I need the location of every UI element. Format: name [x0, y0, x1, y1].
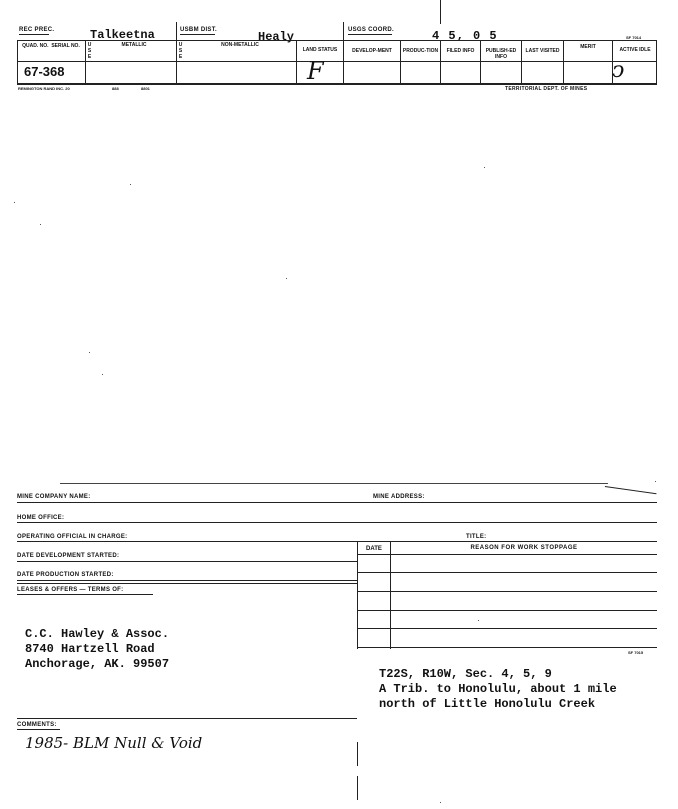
usgs-coord-underline	[348, 34, 392, 35]
usbm-dist-value: Healy	[258, 30, 295, 44]
filed-info-label: FILED INFO	[446, 48, 475, 54]
lower-tick-1	[357, 742, 358, 766]
date-development-label: DATE DEVELOPMENT STARTED:	[17, 553, 120, 559]
serial-no-label: SERIAL NO.	[51, 43, 80, 49]
merit-label: MERIT	[580, 44, 596, 50]
active-idle-value: ↄ	[612, 58, 625, 83]
land-status-label: LAND STATUS	[302, 47, 338, 53]
production-label: PRODUC-TION	[402, 48, 439, 54]
home-office-label: HOME OFFICE:	[17, 515, 65, 521]
rec-prec-label: REC PREC.	[19, 27, 55, 33]
speck	[440, 802, 441, 803]
col-div-5	[400, 40, 401, 83]
speck	[102, 374, 103, 375]
top-rule-3	[17, 83, 657, 85]
lower-mid-divider	[357, 541, 358, 649]
lessee-line-1: C.C. Hawley & Assoc.	[25, 627, 170, 641]
quad-no-label: QUAD. NO.	[22, 43, 49, 49]
quad-serial-header	[18, 43, 84, 49]
stoppage-row-5	[357, 628, 657, 629]
comments-label: COMMENTS:	[17, 722, 57, 728]
rec-prec-underline	[19, 34, 49, 35]
top-rule-2	[17, 61, 657, 62]
comments-underline	[17, 729, 60, 730]
published-info-label: PUBLISH-ED INFO	[485, 48, 517, 60]
date-production-label: DATE PRODUCTION STARTED:	[17, 572, 114, 578]
top-stray-line	[440, 0, 441, 24]
footer-code-1: 888	[112, 86, 119, 91]
leases-underline	[17, 594, 153, 595]
rule-home-office	[17, 522, 657, 523]
lessee-line-2: 8740 Hartzell Road	[25, 642, 155, 656]
uses-label-1: U S E	[87, 42, 92, 60]
col-div-4	[343, 22, 344, 83]
mine-company-label: MINE COMPANY NAME:	[17, 494, 91, 500]
active-idle-label: ACTIVE IDLE	[619, 47, 651, 53]
col-div-3	[296, 40, 297, 83]
stoppage-row-6	[357, 647, 657, 648]
land-status-value: F	[307, 57, 324, 85]
footer-code-2: 8801	[141, 86, 150, 91]
col-div-7	[480, 40, 481, 83]
last-visited-label: LAST VISITED	[525, 48, 560, 54]
speck	[130, 184, 131, 185]
top-form-number: SF 7014	[626, 35, 642, 40]
mine-address-label: MINE ADDRESS:	[373, 494, 425, 500]
col-div-6	[440, 40, 441, 83]
leases-label: LEASES & OFFERS — TERMS OF:	[17, 587, 124, 593]
location-line-3: north of Little Honolulu Creek	[379, 697, 596, 711]
quad-serial-value: 67-368	[24, 64, 65, 79]
col-div-9	[563, 40, 564, 83]
date-col-label: DATE	[366, 546, 382, 552]
date-col-divider	[390, 541, 391, 649]
location-line-1: T22S, R10W, Sec. 4, 5, 9	[379, 667, 552, 681]
stoppage-row-1	[357, 554, 657, 555]
speck	[478, 620, 479, 621]
usgs-coord-value: 4 5, 0 5	[432, 29, 498, 43]
top-rule-1	[17, 40, 657, 41]
operating-official-label: OPERATING OFFICIAL IN CHARGE:	[17, 534, 128, 540]
usgs-coord-label: USGS COORD.	[348, 27, 394, 33]
usbm-dist-label: USBM DIST.	[180, 27, 218, 33]
remington-footer: REMINGTON RAND INC. 20	[18, 86, 70, 91]
stoppage-row-4	[357, 610, 657, 611]
rule-date-prod-double	[17, 583, 357, 584]
lower-form-number: SF 7015	[628, 650, 644, 655]
non-metallic-label: NON-METALLIC	[221, 42, 259, 48]
title-label: TITLE:	[466, 534, 487, 540]
metallic-label: METALLIC	[121, 42, 147, 48]
lower-tick-2	[357, 776, 358, 800]
speck	[40, 224, 41, 225]
stoppage-row-2	[357, 572, 657, 573]
location-line-2: A Trib. to Honolulu, about 1 mile	[379, 682, 617, 696]
col-div-1	[85, 40, 86, 83]
rule-comments	[17, 718, 357, 719]
usbm-dist-underline	[180, 34, 215, 35]
stoppage-row-3	[357, 591, 657, 592]
lessee-line-3: Anchorage, AK. 99507	[25, 657, 170, 671]
col-div-8	[521, 40, 522, 83]
top-frame-right	[656, 40, 657, 83]
development-label: DEVELOP-MENT	[352, 48, 392, 54]
rule-date-dev	[17, 561, 357, 562]
lower-top-rule	[60, 483, 608, 484]
reason-col-label: REASON FOR WORK STOPPAGE	[470, 545, 578, 551]
speck	[286, 278, 287, 279]
rule-mine-company	[17, 502, 657, 503]
speck	[89, 352, 90, 353]
uses-label-2: U S E	[178, 42, 183, 60]
speck	[484, 167, 485, 168]
lower-top-curl	[604, 486, 657, 502]
rec-prec-value: Talkeetna	[90, 28, 155, 42]
comments-value: 1985- BLM Null & Void	[25, 734, 203, 752]
territorial-footer: TERRITORIAL DEPT. OF MINES	[505, 86, 588, 92]
col-div-2	[176, 22, 177, 83]
speck	[14, 202, 15, 203]
rule-operating	[17, 541, 657, 542]
rule-date-prod	[17, 580, 357, 581]
speck	[655, 481, 656, 482]
